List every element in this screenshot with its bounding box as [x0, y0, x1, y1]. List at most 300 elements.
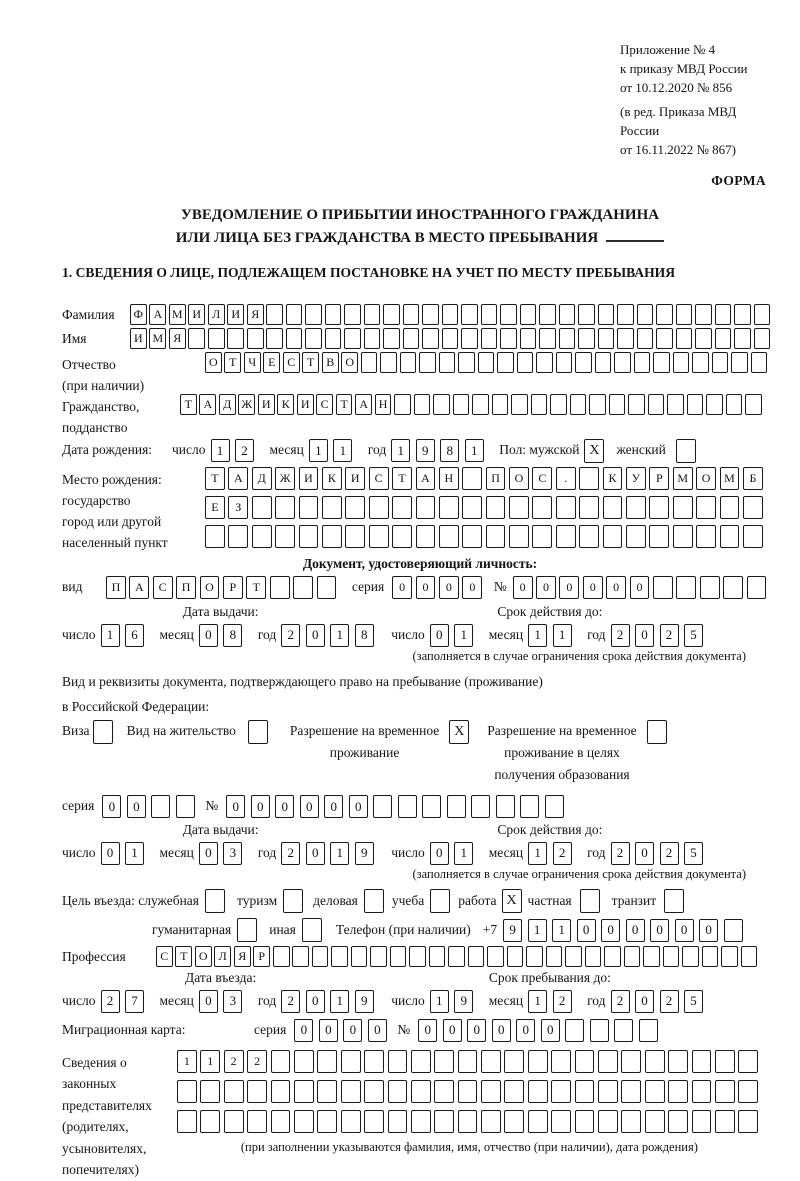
char-box: У	[626, 467, 646, 490]
purpose-business-checkbox[interactable]	[364, 889, 384, 913]
char-box	[422, 304, 439, 325]
char-box	[383, 304, 400, 325]
char-box	[380, 352, 397, 373]
entry-year-boxes[interactable]	[281, 990, 379, 1013]
char-box	[598, 1080, 618, 1103]
char-box	[414, 394, 431, 415]
char-box: 0	[416, 576, 436, 599]
sex-female-label: женский	[616, 442, 666, 458]
char-box	[341, 1110, 361, 1133]
char-box	[696, 525, 716, 548]
char-box	[614, 1019, 633, 1042]
law-reference-line: Приложение № 4	[620, 42, 716, 57]
id-issue-day-boxes[interactable]	[101, 624, 150, 647]
birth-month-boxes[interactable]	[309, 439, 358, 462]
char-box	[370, 946, 387, 967]
char-box	[392, 496, 412, 519]
char-box	[478, 352, 495, 373]
char-box	[723, 576, 743, 599]
legal-reps-boxes-line1[interactable]	[177, 1050, 762, 1073]
migration-series-boxes[interactable]	[294, 1019, 392, 1042]
char-box	[715, 328, 732, 349]
char-box	[275, 525, 295, 548]
char-box: Я	[234, 946, 251, 967]
char-box	[271, 1080, 291, 1103]
char-box	[649, 496, 669, 519]
firstname-boxes[interactable]	[130, 328, 773, 349]
char-box	[656, 328, 673, 349]
char-box	[447, 795, 466, 818]
char-box	[416, 525, 436, 548]
char-box: 0	[392, 576, 412, 599]
section1-heading: 1. СВЕДЕНИЯ О ЛИЦЕ, ПОДЛЕЖАЩЕМ ПОСТАНОВКЕ НА УЧЕТ ПО МЕСТУ ПРЕБЫВАНИЯ	[62, 264, 676, 280]
char-box	[645, 1080, 665, 1103]
char-box	[252, 525, 272, 548]
char-box: 0	[300, 795, 319, 818]
char-box	[702, 946, 719, 967]
char-box: Ж	[275, 467, 295, 490]
law-reference	[620, 40, 778, 97]
char-box: 0	[559, 576, 579, 599]
month-label: месяц	[488, 992, 524, 1008]
char-box: И	[188, 304, 205, 325]
char-box	[556, 496, 576, 519]
char-box	[497, 352, 514, 373]
char-box	[603, 525, 623, 548]
char-box	[200, 1110, 220, 1133]
char-box: 3	[223, 990, 242, 1013]
char-box: 0	[516, 1019, 535, 1042]
char-box	[668, 1050, 688, 1073]
char-box	[273, 946, 290, 967]
stay-until-day-boxes[interactable]	[430, 990, 479, 1013]
entry-day-boxes[interactable]	[101, 990, 150, 1013]
residence-number-boxes[interactable]	[226, 795, 569, 818]
char-box: 2	[281, 624, 300, 647]
char-box	[200, 1080, 220, 1103]
char-box	[394, 394, 411, 415]
entry-month-boxes[interactable]	[199, 990, 248, 1013]
char-box	[556, 352, 573, 373]
char-box	[673, 352, 690, 373]
char-box	[331, 946, 348, 967]
year-label: год	[257, 626, 277, 642]
id-series-boxes[interactable]	[392, 576, 486, 599]
char-box: Д	[219, 394, 236, 415]
legal-reps-boxes-line3[interactable]	[177, 1110, 762, 1133]
char-box	[487, 946, 504, 967]
char-box	[617, 328, 634, 349]
char-box: И	[130, 328, 147, 349]
char-box	[754, 304, 771, 325]
char-box	[715, 304, 732, 325]
char-box	[639, 1019, 658, 1042]
char-box: 2	[611, 842, 630, 865]
char-box	[317, 1110, 337, 1133]
char-box	[364, 304, 381, 325]
char-box	[390, 946, 407, 967]
char-box	[532, 525, 552, 548]
char-box	[247, 328, 264, 349]
residence-valid-year-boxes[interactable]	[611, 842, 709, 865]
char-box: 9	[355, 842, 374, 865]
sex-male-checkbox[interactable]: X	[584, 439, 604, 463]
migration-number-boxes[interactable]	[418, 1019, 663, 1042]
char-box	[579, 467, 599, 490]
char-box: 1	[528, 919, 547, 942]
sex-female-checkbox[interactable]	[676, 439, 696, 463]
purpose-private-checkbox[interactable]	[580, 889, 600, 913]
char-box	[481, 328, 498, 349]
purpose-work-checkbox[interactable]: X	[502, 889, 522, 913]
temp-residence-label: Разрешение на временное проживание	[289, 723, 440, 761]
char-box	[458, 1110, 478, 1133]
char-box	[579, 496, 599, 519]
char-box: Н	[375, 394, 392, 415]
char-box: Р	[223, 576, 243, 599]
char-box	[624, 946, 641, 967]
profession-row	[62, 946, 778, 967]
char-box	[528, 1050, 548, 1073]
char-box: 1	[465, 439, 484, 462]
char-box	[570, 394, 587, 415]
residence-valid-day-boxes[interactable]	[430, 842, 479, 865]
char-box	[305, 328, 322, 349]
residence-issue-day-boxes[interactable]	[101, 842, 150, 865]
char-box	[528, 1080, 548, 1103]
stay-until-year-boxes[interactable]	[611, 990, 709, 1013]
migration-card-row	[62, 1018, 778, 1043]
char-box	[286, 304, 303, 325]
char-box: 0	[102, 795, 121, 818]
char-box	[325, 328, 342, 349]
char-box	[471, 795, 490, 818]
char-box	[462, 467, 482, 490]
char-box: А	[355, 394, 372, 415]
char-box	[575, 352, 592, 373]
char-box	[539, 304, 556, 325]
residence-series-boxes[interactable]	[102, 795, 200, 818]
birth-day-boxes[interactable]	[211, 439, 260, 462]
residence-dates-row	[62, 822, 778, 865]
char-box: Н	[439, 467, 459, 490]
char-box: И	[227, 304, 244, 325]
purpose-humanitarian-label: гуманитарная	[152, 921, 232, 937]
char-box: 0	[349, 795, 368, 818]
char-box: 1	[200, 1050, 220, 1073]
visit-purpose-row2	[152, 918, 778, 943]
id-issue-year-boxes[interactable]	[281, 624, 379, 647]
char-box: 1	[430, 990, 449, 1013]
char-box	[559, 328, 576, 349]
id-number-boxes[interactable]	[513, 576, 770, 599]
char-box: Л	[208, 304, 225, 325]
purpose-official-label: Цель въезда: служебная	[62, 892, 199, 908]
char-box	[351, 946, 368, 967]
char-box: Т	[180, 394, 197, 415]
char-box: 1	[211, 439, 230, 462]
char-box	[745, 394, 762, 415]
char-box	[595, 352, 612, 373]
char-box: 1	[528, 842, 547, 865]
char-box	[692, 352, 709, 373]
char-box: 0	[199, 990, 218, 1013]
char-box	[341, 1080, 361, 1103]
char-box	[373, 795, 392, 818]
char-box	[177, 1110, 197, 1133]
residence-series-row	[62, 794, 778, 819]
id-kind-label: вид	[62, 579, 83, 595]
char-box: 9	[503, 919, 522, 942]
char-box	[388, 1080, 408, 1103]
char-box: Т	[224, 352, 241, 373]
char-box	[364, 1050, 384, 1073]
visit-purpose-row	[62, 889, 778, 914]
document-title-line2: ИЛИ ЛИЦА БЕЗ ГРАЖДАНСТВА В МЕСТО ПРЕБЫВАНИЯ	[62, 227, 778, 250]
char-box	[743, 496, 763, 519]
stay-until-month-boxes[interactable]	[528, 990, 577, 1013]
char-box	[292, 946, 309, 967]
id-document-row	[62, 575, 778, 601]
char-box	[383, 328, 400, 349]
id-document-heading: Документ, удостоверяющий личность:	[302, 555, 538, 571]
residence-valid-month-boxes[interactable]	[528, 842, 577, 865]
purpose-other-checkbox[interactable]	[302, 918, 322, 942]
char-box	[364, 328, 381, 349]
char-box	[458, 1080, 478, 1103]
char-box	[687, 394, 704, 415]
year-label: год	[257, 845, 277, 861]
char-box	[726, 394, 743, 415]
law-reference-line: от 16.11.2022 № 867)	[620, 142, 737, 157]
year-label: год	[257, 992, 277, 1008]
char-box	[579, 525, 599, 548]
legal-representatives-note: (при заполнении указываются фамилия, имя, отчество (при наличии), дата рождения)	[240, 1139, 698, 1154]
month-label: месяц	[488, 626, 524, 642]
surname-boxes[interactable]	[130, 304, 773, 325]
char-box	[734, 328, 751, 349]
residence-issue-group	[62, 822, 379, 865]
residence-permit-checkbox[interactable]	[248, 720, 268, 744]
char-box: 8	[223, 624, 242, 647]
char-box	[364, 1110, 384, 1133]
legal-reps-boxes-line2[interactable]	[177, 1080, 762, 1103]
purpose-study-label: учеба	[391, 892, 425, 908]
char-box: Т	[336, 394, 353, 415]
purpose-tourism-checkbox[interactable]	[283, 889, 303, 913]
char-box: Л	[214, 946, 231, 967]
char-box	[695, 304, 712, 325]
char-box	[720, 496, 740, 519]
purpose-transit-checkbox[interactable]	[664, 889, 684, 913]
char-box: П	[106, 576, 126, 599]
birthplace-boxrows	[205, 467, 766, 554]
char-box: Ч	[244, 352, 261, 373]
char-box: 0	[343, 1019, 362, 1042]
char-box: С	[532, 467, 552, 490]
char-box	[392, 525, 412, 548]
char-box	[634, 352, 651, 373]
char-box	[731, 352, 748, 373]
char-box	[532, 496, 552, 519]
char-box: 0	[467, 1019, 486, 1042]
purpose-study-checkbox[interactable]	[430, 889, 450, 913]
char-box	[481, 1110, 501, 1133]
char-box	[551, 1080, 571, 1103]
char-box	[317, 576, 337, 599]
char-box	[751, 352, 768, 373]
char-box	[715, 1080, 735, 1103]
char-box	[151, 795, 170, 818]
char-box	[520, 304, 537, 325]
char-box	[293, 576, 313, 599]
char-box	[388, 1050, 408, 1073]
char-box: 0	[199, 842, 218, 865]
char-box	[176, 795, 195, 818]
char-box	[551, 1110, 571, 1133]
char-box: Т	[392, 467, 412, 490]
char-box: Р	[253, 946, 270, 967]
phone-boxes[interactable]	[503, 919, 748, 942]
char-box	[461, 304, 478, 325]
char-box	[509, 525, 529, 548]
stay-until-title: Срок пребывания до:	[488, 969, 611, 985]
char-box: 1	[333, 439, 352, 462]
legal-representatives-row	[62, 1050, 778, 1181]
citizenship-boxes[interactable]	[180, 394, 765, 415]
char-box: О	[195, 946, 212, 967]
char-box: С	[283, 352, 300, 373]
char-box: 8	[355, 624, 374, 647]
temp-residence-checkbox[interactable]: X	[449, 720, 469, 744]
char-box	[205, 525, 225, 548]
firstname-label: Имя	[62, 330, 87, 346]
char-box: 0	[199, 624, 218, 647]
entry-date-group	[62, 970, 379, 1013]
char-box: 2	[247, 1050, 267, 1073]
phone-label: Телефон (при наличии)	[335, 921, 471, 937]
char-box: 1	[101, 624, 120, 647]
law-reference-amendment	[620, 102, 778, 159]
char-box: 0	[606, 576, 626, 599]
char-box: 0	[635, 624, 654, 647]
char-box	[653, 576, 673, 599]
char-box: 0	[294, 1019, 313, 1042]
purpose-official-checkbox[interactable]	[205, 889, 225, 913]
char-box	[345, 496, 365, 519]
year-label: год	[587, 992, 606, 1008]
temp-residence-education-checkbox[interactable]	[647, 720, 667, 744]
char-box: 3	[223, 842, 242, 865]
char-box: 2	[101, 990, 120, 1013]
char-box	[411, 1080, 431, 1103]
day-label: число	[62, 845, 96, 861]
char-box	[294, 1050, 314, 1073]
char-box	[550, 394, 567, 415]
visa-label: Виза	[62, 723, 90, 739]
char-box: О	[205, 352, 222, 373]
char-box: 0	[626, 919, 645, 942]
char-box: Д	[252, 467, 272, 490]
char-box	[673, 525, 693, 548]
residence-issue-year-boxes[interactable]	[281, 842, 379, 865]
char-box	[653, 352, 670, 373]
char-box	[271, 1050, 291, 1073]
birthplace-boxes-line1[interactable]	[205, 467, 766, 490]
id-valid-month-boxes[interactable]	[528, 624, 577, 647]
char-box	[344, 304, 361, 325]
char-box	[458, 1050, 478, 1073]
char-box: Т	[205, 467, 225, 490]
char-box	[682, 946, 699, 967]
purpose-other-label: иная	[269, 921, 296, 937]
char-box	[322, 525, 342, 548]
profession-boxes[interactable]	[156, 946, 760, 967]
month-label: месяц	[488, 845, 524, 861]
birthplace-boxes-line2[interactable]	[205, 496, 766, 519]
year-label: год	[587, 626, 606, 642]
id-kind-boxes[interactable]	[106, 576, 340, 599]
char-box	[667, 394, 684, 415]
char-box: П	[486, 467, 506, 490]
patronymic-row	[62, 352, 778, 394]
char-box: О	[509, 467, 529, 490]
char-box	[559, 304, 576, 325]
char-box	[486, 525, 506, 548]
char-box: 1	[528, 990, 547, 1013]
char-box	[299, 525, 319, 548]
char-box	[734, 304, 751, 325]
id-valid-day-boxes[interactable]	[430, 624, 479, 647]
id-valid-year-boxes[interactable]	[611, 624, 709, 647]
char-box: 2	[553, 990, 572, 1013]
birth-year-boxes[interactable]	[391, 439, 489, 462]
id-issue-month-boxes[interactable]	[199, 624, 248, 647]
char-box	[598, 1110, 618, 1133]
char-box	[695, 328, 712, 349]
id-validity-note: (заполняется в случае ограничения срока действия документа)	[412, 648, 746, 663]
visa-checkbox[interactable]	[93, 720, 113, 744]
char-box: 0	[635, 990, 654, 1013]
birthplace-boxes-line3[interactable]	[205, 525, 766, 548]
char-box: 1	[177, 1050, 197, 1073]
char-box: 9	[355, 990, 374, 1013]
purpose-humanitarian-checkbox[interactable]	[237, 918, 257, 942]
char-box	[754, 328, 771, 349]
char-box: С	[316, 394, 333, 415]
birthdate-label: Дата рождения:	[62, 442, 153, 458]
char-box	[604, 946, 621, 967]
residence-doc-heading2: в Российской Федерации:	[62, 699, 210, 715]
char-box: К	[277, 394, 294, 415]
char-box: 1	[454, 624, 473, 647]
patronymic-boxes[interactable]	[205, 352, 770, 373]
char-box	[528, 1110, 548, 1133]
char-box	[628, 394, 645, 415]
char-box	[656, 304, 673, 325]
residence-issue-month-boxes[interactable]	[199, 842, 248, 865]
char-box: 0	[226, 795, 245, 818]
char-box: С	[153, 576, 173, 599]
year-label: год	[367, 442, 387, 458]
birthplace-label: Место рождения: государство город или другой населенный пункт	[62, 471, 168, 550]
char-box	[738, 1110, 758, 1133]
char-box	[208, 328, 225, 349]
char-box: Я	[169, 328, 186, 349]
char-box: О	[696, 467, 716, 490]
char-box	[462, 525, 482, 548]
char-box: 0	[601, 919, 620, 942]
